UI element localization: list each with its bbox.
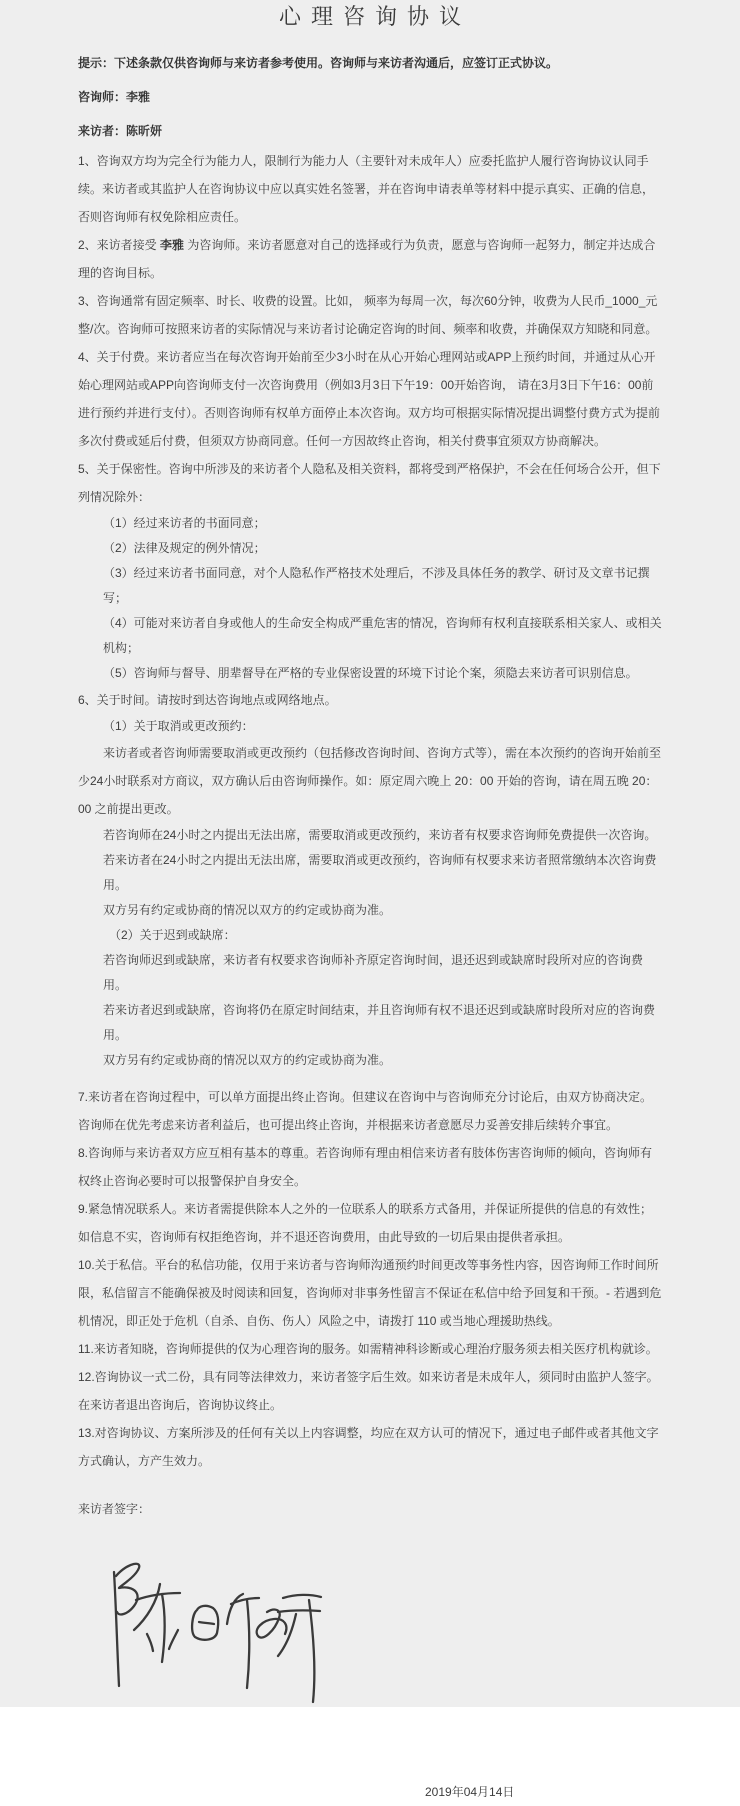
clause-12: 12.咨询协议一式二份，具有同等法律效力，来访者签字后生效。如来访者是未成年人，须同时由监护人签字。在来访者退出咨询后，咨询协议终止。: [78, 1370, 659, 1412]
clause-6-sub-2-line-2: 若来访者迟到或缺席，咨询将仍在原定时间结束，并且咨询师有权不退还迟到或缺席时段所对应的咨询费用。: [103, 1003, 656, 1042]
client-label: 来访者：: [78, 124, 127, 138]
clause-2-prefix: 2、来访者接受: [78, 238, 161, 252]
clause-2-suffix: 为咨询师。来访者愿意对自己的选择或行为负责，愿意与咨询师一起努力，制定并达成合理的咨询目标。: [78, 238, 656, 280]
clause-6: 6、关于时间。请按时到达咨询地点或网络地点。: [78, 693, 337, 707]
signature-label: 来访者签字：: [78, 1502, 151, 1516]
clause-6-sub-1-body: 来访者或者咨询师需要取消或更改预约（包括修改咨询时间、咨询方式等），需在本次预约的咨询开始前至少24小时联系对方商议，双方确认后由咨询师操作。如：原定周六晚上 20：00 开始的咨询，请在周五晚 20：00 之前提出更改。: [78, 746, 662, 816]
client-name: 陈昕妍: [126, 124, 163, 138]
clause-5-item-2: （2）法律及规定的例外情况；: [103, 541, 266, 555]
notice-line: 提示：下述条款仅供咨询师与来访者参考使用。咨询师与来访者沟通后，应签订正式协议。: [78, 56, 559, 70]
clause-5-item-1: （1）经过来访者的书面同意；: [103, 516, 266, 530]
clause-5-item-3: （3）经过来访者书面同意，对个人隐私作严格技术处理后，不涉及具体任务的教学、研讨及文章书记撰写；: [103, 566, 650, 605]
clause-2-counselor-name: 李雅: [160, 238, 185, 252]
signature-drawing: [100, 1550, 330, 1715]
clause-4: 4、关于付费。来访者应当在每次咨询开始前至少3小时在从心开始心理网站或APP上预约时间，并通过从心开始心理网站或APP向咨询师支付一次咨询费用（例如3月3日下午19：00开始咨询， 请在3月3日下午16：00前进行预约并进行支付）。否则咨询师有权单方面停止本次咨询。双方均可根据实际情况提出调整付费方式为提前多次付费或延后付费，但须双方协商同意。任何一方因故终止咨询，相关付费事宜须双方协商解决。: [78, 350, 661, 448]
clause-6-sub-2-line-1: 若咨询师迟到或缺席，来访者有权要求咨询师补齐原定咨询时间，退还迟到或缺席时段所对应的咨询费用。: [103, 953, 644, 992]
clause-5-item-5: （5）咨询师与督导、朋辈督导在严格的专业保密设置的环境下讨论个案，须隐去来访者可识别信息。: [103, 666, 638, 680]
clause-6-sub-1-line-2: 若来访者在24小时之内提出无法出席，需要取消或更改预约，咨询师有权要求来访者照常缴纳本次咨询费用。: [103, 853, 657, 892]
clause-6-sub-2-heading: （2）关于迟到或缺席：: [109, 928, 236, 942]
counselor-label: 咨询师：: [78, 90, 127, 104]
clause-6-sub-1-line-3: 双方另有约定或协商的情况以双方的约定或协商为准。: [103, 903, 392, 917]
clause-9: 9.紧急情况联系人。来访者需提供除本人之外的一位联系人的联系方式备用，并保证所提供的信息的有效性；如信息不实，咨询师有权拒绝咨询，并不退还咨询费用，由此导致的一切后果由提供者承担。: [78, 1202, 653, 1244]
clause-5-item-4: （4）可能对来访者自身或他人的生命安全构成严重危害的情况，咨询师有权利直接联系相关家人、或相关机构；: [103, 616, 662, 655]
clause-6-sub-2-line-3: 双方另有约定或协商的情况以双方的约定或协商为准。: [103, 1053, 392, 1067]
client-signature: [100, 1550, 662, 1715]
date-line: 2019年04月14日: [425, 1785, 515, 1799]
clause-11: 11.来访者知晓，咨询师提供的仅为心理咨询的服务。如需精神科诊断或心理治疗服务须去相关医疗机构就诊。: [78, 1342, 658, 1356]
clause-3: 3、咨询通常有固定频率、时长、收费的设置。比如， 频率为每周一次，每次60分钟，收费为人民币_1000_元整/次。咨询师可按照来访者的实际情况与来访者讨论确定咨询的时间、频率和收费，并确保双方知晓和同意。: [78, 294, 658, 336]
clause-8: 8.咨询师与来访者双方应互相有基本的尊重。若咨询师有理由相信来访者有肢体伤害咨询师的倾向，咨询师有权终止咨询必要时可以报警保护自身安全。: [78, 1146, 653, 1188]
clause-6-sub-1-line-1: 若咨询师在24小时之内提出无法出席，需要取消或更改预约，来访者有权要求咨询师免费提供一次咨询。: [103, 828, 657, 842]
client-line: [78, 117, 662, 145]
counselor-name: 李雅: [126, 90, 151, 104]
clause-6-sub-1-heading: （1）关于取消或更改预约：: [103, 719, 254, 733]
clause-5: 5、关于保密性。咨询中所涉及的来访者个人隐私及相关资料，都将受到严格保护，不会在任何场合公开，但下列情况除外：: [78, 462, 661, 504]
clause-2: [78, 231, 662, 287]
clause-10: 10.关于私信。平台的私信功能，仅用于来访者与咨询师沟通预约时间更改等事务性内容，因咨询师工作时间所限，私信留言不能确保被及时阅读和回复，咨询师对非事务性留言不保证在私信中给予回复和干预。- 若遇到危机情况，即正处于危机（自杀、自伤、伤人）风险之中，请拨打 110 或当地心理援助热线。: [78, 1258, 662, 1328]
page-title: 心理咨询协议: [278, 4, 471, 29]
clause-7: 7.来访者在咨询过程中，可以单方面提出终止咨询。但建议在咨询中与咨询师充分讨论后，由双方协商决定。咨询师在优先考虑来访者利益后，也可提出终止咨询，并根据来访者意愿尽力妥善安排后续转介事宜。: [78, 1090, 653, 1132]
clause-13: 13.对咨询协议、方案所涉及的任何有关以上内容调整，均应在双方认可的情况下，通过电子邮件或者其他文字方式确认，方产生效力。: [78, 1426, 659, 1468]
clause-1: 1、咨询双方均为完全行为能力人，限制行为能力人（主要针对未成年人）应委托监护人履行咨询协议认同手续。来访者或其监护人在咨询协议中应以真实姓名签署，并在咨询申请表单等材料中提示真实、正确的信息，否则咨询师有权免除相应责任。: [78, 154, 655, 224]
counselor-line: [78, 83, 662, 111]
